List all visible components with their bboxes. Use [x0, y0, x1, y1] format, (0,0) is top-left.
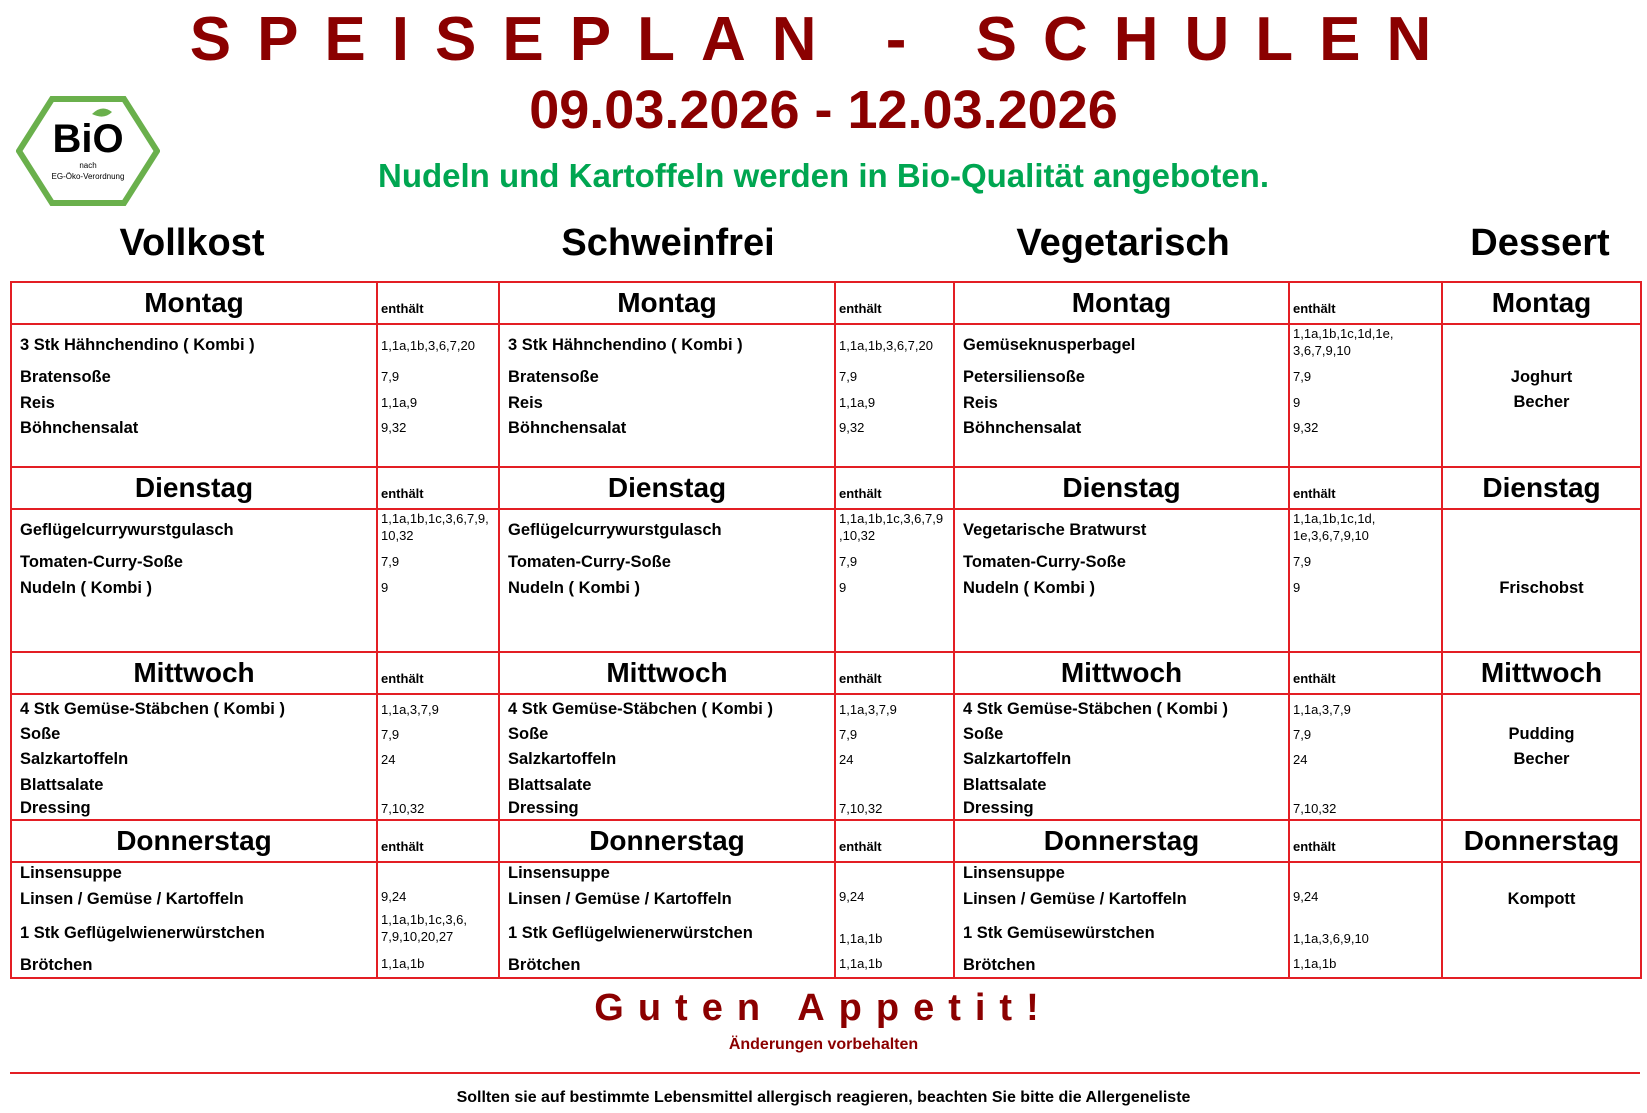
- allergen-code: 9,32: [381, 420, 407, 435]
- menu-item: Bratensoße: [20, 368, 111, 386]
- allergen-cell-vegetarisch: [1289, 324, 1442, 467]
- menu-item: Reis: [508, 394, 543, 412]
- dessert-item: Becher: [1513, 750, 1570, 768]
- day-header-dessert: Montag: [1442, 282, 1641, 324]
- dessert-item: Kompott: [1507, 890, 1576, 908]
- allergen-code: 7,10,32: [1293, 801, 1337, 816]
- menu-item: Salzkartoffeln: [508, 750, 617, 768]
- day-header-row: [11, 652, 1641, 694]
- menu-item: Soße: [508, 725, 549, 743]
- allergy-footer-note: Sollten sie auf bestimmte Lebensmittel allergisch reagieren, beachten Sie bitte die Allergeneliste: [456, 1089, 1191, 1106]
- day-header-vegetarisch: Donnerstag: [954, 820, 1289, 862]
- allergen-code: 24: [1293, 752, 1308, 767]
- allergen-code: 9: [1293, 395, 1301, 410]
- meal-cell-vollkost: [11, 862, 377, 978]
- allergen-code: 1,1a,1b,3,6,7,20: [839, 338, 933, 353]
- page-title: SPEISEPLAN - SCHULEN: [189, 5, 1458, 74]
- menu-item: Nudeln ( Kombi ): [508, 579, 640, 597]
- allergen-code: 3,6,7,9,10: [1293, 343, 1351, 358]
- day-header-row: [11, 282, 1641, 324]
- menu-item: Böhnchensalat: [963, 419, 1082, 437]
- menu-item: Dressing: [20, 799, 91, 817]
- menu-item: Salzkartoffeln: [963, 750, 1072, 768]
- menu-item: Brötchen: [20, 956, 93, 974]
- day-header-schweinfrei: Donnerstag: [499, 820, 835, 862]
- dessert-item: Pudding: [1508, 725, 1575, 743]
- day-header-vegetarisch: Dienstag: [954, 467, 1289, 509]
- dessert-item: Becher: [1513, 393, 1570, 411]
- menu-item: 3 Stk Hähnchendino ( Kombi ): [20, 336, 255, 354]
- allergen-code: 1,1a,1b: [381, 956, 425, 971]
- allergen-code: 1,1a,3,7,9: [1293, 702, 1351, 717]
- menu-item: Böhnchensalat: [20, 419, 139, 437]
- menu-item: Soße: [963, 725, 1004, 743]
- enthaelt-header: enthält: [1289, 282, 1442, 324]
- day-header-vegetarisch: Montag: [954, 282, 1289, 324]
- allergen-code: 1,1a,1b,1c,3,6,7,9: [839, 511, 944, 526]
- allergen-code: 24: [839, 752, 854, 767]
- meal-cell-vegetarisch: [954, 862, 1289, 978]
- allergen-code: 7,9: [839, 369, 858, 384]
- menu-item: 1 Stk Geflügelwienerwürstchen: [508, 924, 753, 942]
- enthaelt-header: enthält: [835, 820, 954, 862]
- allergen-code: 1,1a,1b,1c,1d,1e,: [1293, 326, 1394, 341]
- allergen-code: 1,1a,3,7,9: [381, 702, 439, 717]
- allergen-code: 1,1a,1b: [839, 956, 883, 971]
- menu-item: Blattsalate: [963, 776, 1047, 794]
- allergen-cell-vegetarisch: [1289, 862, 1442, 978]
- allergen-code: 1,1a,1b,1c,1d,: [1293, 511, 1376, 526]
- meal-cell-vollkost: [11, 694, 377, 820]
- allergen-code: 9,24: [839, 889, 865, 904]
- allergen-code: 7,9: [381, 369, 400, 384]
- day-header-dessert: Mittwoch: [1442, 652, 1641, 694]
- menu-item: Salzkartoffeln: [20, 750, 129, 768]
- allergen-cell-vegetarisch: [1289, 694, 1442, 820]
- allergen-code: 10,32: [381, 528, 414, 543]
- closing-greeting: Guten Appetit!: [594, 987, 1053, 1029]
- allergen-code: 1,1a,1b,1c,3,6,: [381, 912, 468, 927]
- dessert-cell: [1442, 509, 1641, 652]
- allergen-code: 1e,3,6,7,9,10: [1293, 528, 1369, 543]
- menu-item: Dressing: [963, 799, 1034, 817]
- allergen-cell-vollkost: [377, 862, 499, 978]
- allergen-code: 9,32: [1293, 420, 1319, 435]
- day-header-vegetarisch: Mittwoch: [954, 652, 1289, 694]
- enthaelt-header: enthält: [1289, 652, 1442, 694]
- menu-item: Tomaten-Curry-Soße: [963, 553, 1126, 571]
- allergen-code: 7,9: [381, 554, 400, 569]
- dessert-cell: [1442, 324, 1641, 467]
- day-header-schweinfrei: Dienstag: [499, 467, 835, 509]
- menu-item: Brötchen: [963, 956, 1036, 974]
- menu-item: Vegetarische Bratwurst: [963, 521, 1147, 539]
- menu-item: Dressing: [508, 799, 579, 817]
- allergen-code: 9,32: [839, 420, 865, 435]
- menu-item: 1 Stk Gemüsewürstchen: [963, 924, 1155, 942]
- dessert-cell: [1442, 862, 1641, 978]
- menu-item: Geflügelcurrywurstgulasch: [508, 521, 722, 539]
- menu-item: Linsen / Gemüse / Kartoffeln: [508, 890, 732, 908]
- category-schweinfrei: Schweinfrei: [561, 222, 775, 264]
- menu-item: 4 Stk Gemüse-Stäbchen ( Kombi ): [963, 700, 1228, 718]
- day-header-vollkost: Donnerstag: [11, 820, 377, 862]
- menu-item: Linsen / Gemüse / Kartoffeln: [963, 890, 1187, 908]
- date-range: 09.03.2026 - 12.03.2026: [529, 80, 1118, 140]
- allergen-code: 9: [1293, 580, 1301, 595]
- enthaelt-header: enthält: [1289, 820, 1442, 862]
- allergen-code: 7,9: [839, 554, 858, 569]
- menu-table: [10, 281, 1642, 979]
- allergen-code: 9: [381, 580, 389, 595]
- day-header-vollkost: Mittwoch: [11, 652, 377, 694]
- menu-item: Reis: [20, 394, 55, 412]
- meal-cell-vollkost: [11, 509, 377, 652]
- allergen-cell-vollkost: [377, 324, 499, 467]
- allergen-code: 7,9: [1293, 727, 1312, 742]
- category-vollkost: Vollkost: [119, 222, 265, 264]
- menu-item: Linsensuppe: [20, 864, 122, 882]
- day-header-row: [11, 820, 1641, 862]
- day-header-vollkost: Montag: [11, 282, 377, 324]
- meal-cell-schweinfrei: [499, 324, 835, 467]
- allergen-cell-vegetarisch: [1289, 509, 1442, 652]
- allergen-code: 24: [381, 752, 396, 767]
- menu-item: Linsensuppe: [963, 864, 1065, 882]
- category-vegetarisch: Vegetarisch: [1016, 222, 1230, 264]
- allergen-code: 9,24: [381, 889, 407, 904]
- dessert-item: Frischobst: [1499, 579, 1584, 597]
- day-body-row: [11, 694, 1641, 820]
- menu-item: Blattsalate: [508, 776, 592, 794]
- dessert-item: Joghurt: [1510, 368, 1573, 386]
- menu-item: Soße: [20, 725, 61, 743]
- menu-item: Böhnchensalat: [508, 419, 627, 437]
- allergen-cell-schweinfrei: [835, 862, 954, 978]
- allergen-code: 1,1a,3,6,9,10: [1293, 931, 1369, 946]
- allergen-code: 1,1a,9: [381, 395, 418, 410]
- allergen-cell-vollkost: [377, 694, 499, 820]
- bio-note: Nudeln und Kartoffeln werden in Bio-Qualität angeboten.: [378, 157, 1269, 194]
- meal-cell-vegetarisch: [954, 509, 1289, 652]
- category-dessert: Dessert: [1470, 222, 1610, 264]
- enthaelt-header: enthält: [377, 467, 499, 509]
- enthaelt-header: enthält: [377, 282, 499, 324]
- menu-item: Nudeln ( Kombi ): [963, 579, 1095, 597]
- bio-logo-line2: EG-Öko-Verordnung: [51, 172, 125, 181]
- menu-item: Linsensuppe: [508, 864, 610, 882]
- day-header-row: [11, 467, 1641, 509]
- day-body-row: [11, 862, 1641, 978]
- enthaelt-header: enthält: [835, 652, 954, 694]
- menu-item: Bratensoße: [508, 368, 599, 386]
- menu-item: Linsen / Gemüse / Kartoffeln: [20, 890, 244, 908]
- menu-item: 4 Stk Gemüse-Stäbchen ( Kombi ): [20, 700, 285, 718]
- allergen-code: 9,24: [1293, 889, 1319, 904]
- menu-item: 3 Stk Hähnchendino ( Kombi ): [508, 336, 743, 354]
- allergen-cell-vollkost: [377, 509, 499, 652]
- menu-item: Gemüseknusperbagel: [963, 336, 1136, 354]
- dessert-cell: [1442, 694, 1641, 820]
- menu-item: 1 Stk Geflügelwienerwürstchen: [20, 924, 265, 942]
- menu-item: Reis: [963, 394, 998, 412]
- allergen-code: 7,9: [839, 727, 858, 742]
- day-header-schweinfrei: Mittwoch: [499, 652, 835, 694]
- menu-item: 4 Stk Gemüse-Stäbchen ( Kombi ): [508, 700, 773, 718]
- allergen-code: 7,9: [381, 727, 400, 742]
- allergen-code: 7,9,10,20,27: [381, 929, 454, 944]
- meal-cell-schweinfrei: [499, 694, 835, 820]
- day-header-dessert: Donnerstag: [1442, 820, 1641, 862]
- menu-item: Geflügelcurrywurstgulasch: [20, 521, 234, 539]
- allergen-code: 7,10,32: [381, 801, 425, 816]
- day-header-schweinfrei: Montag: [499, 282, 835, 324]
- meal-cell-schweinfrei: [499, 509, 835, 652]
- allergen-code: 1,1a,1b,3,6,7,20: [381, 338, 475, 353]
- bio-logo-line1: nach: [79, 161, 97, 170]
- menu-item: Petersiliensoße: [963, 368, 1085, 386]
- allergen-cell-schweinfrei: [835, 509, 954, 652]
- enthaelt-header: enthält: [377, 652, 499, 694]
- enthaelt-header: enthält: [377, 820, 499, 862]
- menu-item: Tomaten-Curry-Soße: [508, 553, 671, 571]
- day-header-dessert: Dienstag: [1442, 467, 1641, 509]
- meal-cell-vollkost: [11, 324, 377, 467]
- allergen-code: ,10,32: [839, 528, 876, 543]
- enthaelt-header: enthält: [835, 467, 954, 509]
- meal-cell-schweinfrei: [499, 862, 835, 978]
- menu-item: Blattsalate: [20, 776, 104, 794]
- meal-cell-vegetarisch: [954, 694, 1289, 820]
- allergen-code: 7,9: [1293, 369, 1312, 384]
- allergen-code: 1,1a,1b,1c,3,6,7,9,: [381, 511, 489, 526]
- allergen-code: 1,1a,1b: [839, 931, 883, 946]
- day-body-row: [11, 324, 1641, 467]
- allergen-code: 1,1a,3,7,9: [839, 702, 897, 717]
- allergen-code: 7,9: [1293, 554, 1312, 569]
- day-header-vollkost: Dienstag: [11, 467, 377, 509]
- allergen-code: 7,10,32: [839, 801, 883, 816]
- footer-divider: [10, 1072, 1640, 1074]
- allergen-code: 1,1a,1b: [1293, 956, 1337, 971]
- menu-item: Brötchen: [508, 956, 581, 974]
- allergen-code: 1,1a,9: [839, 395, 876, 410]
- meal-cell-vegetarisch: [954, 324, 1289, 467]
- day-body-row: [11, 509, 1641, 652]
- allergen-cell-schweinfrei: [835, 694, 954, 820]
- enthaelt-header: enthält: [835, 282, 954, 324]
- menu-item: Nudeln ( Kombi ): [20, 579, 152, 597]
- bio-logo-word: BiO: [52, 117, 124, 161]
- menu-item: Tomaten-Curry-Soße: [20, 553, 183, 571]
- allergen-cell-schweinfrei: [835, 324, 954, 467]
- changes-note: Änderungen vorbehalten: [728, 1036, 919, 1053]
- enthaelt-header: enthält: [1289, 467, 1442, 509]
- allergen-code: 9: [839, 580, 847, 595]
